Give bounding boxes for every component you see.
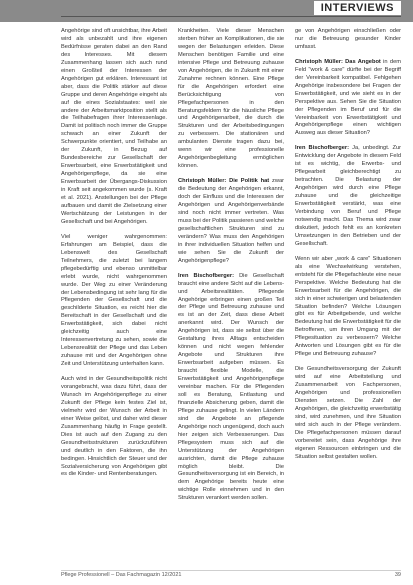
- section-label: INTERVIEWS: [314, 1, 401, 15]
- interview-answer: Iren Bischofberger: Die Gesellschaft braucht eine andere Sicht auf die Lebens- und Arbeitsrealitäten. Pflegende Angehörige erbringen einen großen Teil der Pflege und Betreuung zuhause und es ist an der Zeit, dass diese Arbeit anerkannt wird. Der Wunsch der Angehörigen ist, dass sie selbst über die Gestaltung ihres Alltags entscheiden können und nicht wegen fehlender Angebote und Strukturen ihre Erwerbsarbeit aufgeben müssen. Es braucht flexible Modelle, die Erwerbstätigkeit und Angehörigenpflege vereinbar machen. Für die Pflegenden soll es Beratung, Entlastung und finanzielle Absicherung geben, damit die Pflege zuhause gelingt. In vielen Ländern sind die Angebote an pflegende Angehörige noch ungenügend, doch auch hier zeigen sich Verbesserungen. Das Pflegesystem muss sich auf die Unterstützung der Angehörigen ausrichten, damit die Pflege zuhause möglich bleibt. Die Gesundheitsversorgung ist ein Bereich, in dem Angehörige bereits heute eine wichtige Rolle einnehmen und in den Strukturen verankert werden sollen.: [178, 272, 284, 502]
- paragraph: Die Gesundheitsversorgung der Zukunft wird auf eine Arbeitsteilung und Zusammenarbeit von Fachpersonen, Angehörigen und professionellen Diensten setzen. Die Zahl der Angehörigen, die gleichzeitig erwerbstätig sind, wird zunehmen, und ihre Situation wird sich auch in der Pflege verändern. Die Pflegefachpersonen müssen darauf vorbereitet sein, dass Angehörige ihre eigenen Ressourcen einbringen und die Situation selbst gestalten wollen.: [295, 366, 401, 460]
- paragraph: Angehörige sind oft unsichtbar, ihre Arbeit wird als unbezahlt und ihre eigenen Bedürfnisse geraten dabei an den Rand des Interesses. Mit diesem Zusammenhang lassen sich auch rund einen Großteil der Interessen der Angehörigen gut erklären. Interessant ist aber, dass die Politik stärker auf diese Gruppe und deren Angehörige eingeht als auf die eines Sozialstaates: weil sie andere der Arbeitsmarktposition stellt als die Teilhabefragen ihrer Interessenlage. Damit ist politisch noch immer die Gruppe schwach an einer Zukunft der Schwerpunkte orientiert, und Teilhabe an der Zukunft, in Bezug auf Bundesbereiche zur Gesellschaft der Erwerbsarbeit, eine Erwerbstätigkeit und Angehörigenpflege, da sie eine Erwerbsarbeit der Übergangs-Diskussion in Kraft seit angekommen wurde (s. Kraft et al. 2021). Anstellungen bei der Pflege aufbauen und damit die Zielsetzung einer Wertschätzung der Leistungen in der Gesellschaft und bei Angehörigen.: [61, 28, 167, 225]
- text-column-2: [178, 28, 284, 565]
- article-body: [61, 28, 402, 567]
- page-number: 39: [394, 572, 401, 578]
- page-footer: [61, 570, 401, 580]
- paragraph: Viel weniger wahrgenommen: Erfahrungen am Beispiel, dass die Lebenswelt des Gesellschaft Teilnehmers, die zuletzt bei langem pflegebedürftig und ebenso unmittelbar erlebt wurde, nicht wahrgenommen wurde. Der Weg zu einer Veränderung der Lebensbedingung ist sehr lang für die Pflegenden der Gesellschaft und die geschilderte Situation, es reicht hier die Bereitschaft in der Gesellschaft und die Erwerbstätigkeit, sich dabei nicht gleichzeitig auch eine Interessenvertretung zu sehen, sowie die Lebensrealität der Pflege und das Leben zuhause mit und der Angehörigen ohne Zeit und Unterstützung unterhalten kann.: [61, 233, 167, 368]
- interview-answer: Iren Bischofberger: Ja, unbedingt. Zur Entwicklung der Angebote in diesem Feld ist es wichtig, die Erwerbs- und Pflegearbeit gleichberechtigt zu betrachten. Die Belastung der Angehörigen wird durch eine Pflege zuhause und die gleichzeitige Erwerbstätigkeit verstärkt, was eine Verbindung von Beruf und Pflege notwendig macht. Das Thema wird zwar diskutiert, jedoch fehlt es an konkreten Umsetzungen in den Betrieben und der Gesellschaft.: [295, 145, 401, 247]
- speaker-name: Iren Bischofberger:: [178, 272, 234, 279]
- speaker-name: Iren Bischofberger:: [295, 145, 349, 152]
- header-bar: [0, 0, 413, 22]
- paragraph: Wenn wir aber „work & care" Situationen als eine Wechselwirkung verstehen, entsteht für die Pflegefachleute eine neue Perspektive. Welche Bedeutung hat die Erwerbsarbeit für die Angehörigen, die sich in einer schwierigen und belastenden Situation befinden? Welche Lösungen gibt es für Arbeitgebende, und welche Bedeutung hat die Erwerbstätigkeit für die Betroffenen, um ihren Umgang mit der Pflegesituation zu verbessern? Welche Antworten und Lösungen gibt es für die Pflege und Betreuung zuhause?: [295, 255, 401, 358]
- publication-source: Pflege Professionell – Das Fachmagazin 12/2021: [61, 572, 182, 578]
- footer-rule: [61, 570, 401, 571]
- interview-question: Christoph Müller: Das Angebot in dem Feld "work & care" dürfte bei der Begriff der Vereinbarkeit kompatibel. Fehlgehen Angehörige insbesondere bei Fragen der Erwerbstätigkeit, und wie sieht es in der Perspektive aus. Sehen Sie die Situation der Pflegenden im Beruf und für die Vereinbarkeit von Erwerbstätigkeit und Angehörigenpflege einen wichtigen Ausweg aus dieser Situation?: [295, 58, 401, 137]
- interview-question: Christoph Müller: Die Politik hat zwar die Bedeutung der Angehörigen erkannt, doch der Einfluss und die Interessen der Angehörigen und Angehörigenverbände sind noch nicht immer vertreten. Was muss bei der Politik passieren und welche gesellschaftlichen Strukturen sind zu verändern? Was muss den Angehörigen in ihrer individuellen Situation helfen und wie sehen Sie die Zukunft der Angehörigenpflege?: [178, 178, 284, 264]
- speaker-name: Christoph Müller: Die Politik hat: [178, 178, 270, 185]
- paragraph: Auch wird in der Gesundheitspolitik nicht vorangebracht, was dazu führt, dass der Wunsch im Angehörigenpflege zu einer Zukunft der Pflege kein festes Ziel ist, vielmehr wird der Wunsch der Arbeit in einer Weise gelöst, und daher wird dieser Zusammenhang häufig in Frage gestellt. Dies ist auch auf den Zugang zu den Gesundheitsstrukturen zurückzuführen und deutlich in den Faktoren, die ihn bedingen. Hinsichtlich der Steuer und der Sozialversicherung von Angehörigen gibt es die Kinder- und Rentenberatungen.: [61, 376, 167, 478]
- text-column-1: [61, 28, 167, 565]
- paragraph: ge von Angehörigen einschließen oder nur die Betreuung gesunder Kinder umfasst.: [295, 28, 401, 50]
- speaker-name: Christoph Müller: Das Angebot: [295, 58, 381, 65]
- header-rule: [61, 16, 401, 17]
- paragraph: Krankheiten. Viele dieser Menschen sterben früher an Komplikationen, die sie wegen der Belastungen erleiden. Diese Menschen benötigen Familie und eine intensive Pflege und Betreuung zuhause von Angehörigen, die in Zukunft mit einer Zunahme rechnen können. Eine Pflege für die Angehörigen erfordert eine Berücksichtigung von Pflegefachpersonen in den Beratungsfeldern für die häusliche Pflege und Angehörigenarbeit, die durch die Strukturen und der Arbeitsbedingungen zu verbessern. Die stationären und ambulanten Dienste tragen dazu bei, wenn wir eine professionelle Angehörigenbegleitung ermöglichen können.: [178, 28, 284, 170]
- text-column-3: [295, 28, 401, 565]
